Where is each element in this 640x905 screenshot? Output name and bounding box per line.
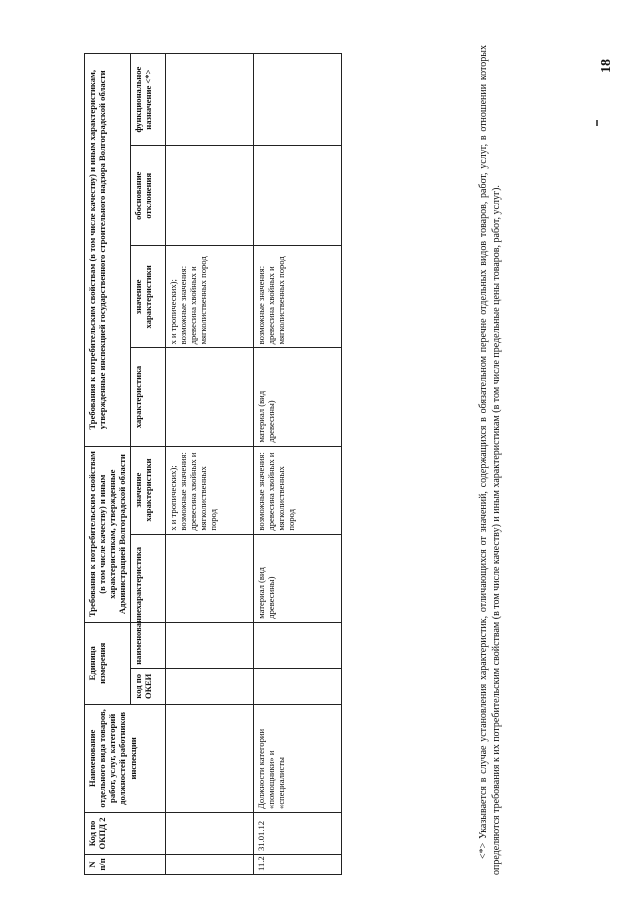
cell-admin-value: х и тропических); возможные значения: древесина хвойных и мягколиственных пород xyxy=(165,446,253,534)
cell-justification xyxy=(253,146,341,246)
cell-unit-name xyxy=(253,622,341,668)
cell-admin-value: возможные значения: древесина хвойных и мягколиственных пород xyxy=(253,446,341,534)
header-admin-requirements: Требования к потребительским свойствам (в том числе качеству) и иным характеристикам, утвержденные Администрацией Волгоградской области xyxy=(85,446,131,622)
header-justification: обоснование отклонения xyxy=(130,146,165,246)
cell-num: 11.2 xyxy=(253,854,341,874)
header-admin-characteristic: характеристика xyxy=(130,534,165,622)
cell-unit-name xyxy=(165,622,253,668)
header-inspection-value: значение характеристики xyxy=(130,246,165,348)
header-unit-name: наименование xyxy=(130,622,165,668)
cell-name xyxy=(165,704,253,812)
header-inspection-requirements: Требования к потребительским свойствам (в том числе качеству) и иным характеристикам, утвержденные инспекцией государственного строительного надзора Волгоградской области xyxy=(85,54,131,447)
cell-unit-code xyxy=(165,668,253,704)
header-num: N п/п xyxy=(85,854,166,874)
cell-name: Должности категории «помощники» и «специалисты xyxy=(253,704,341,812)
table-row xyxy=(165,54,253,875)
cell-inspection-characteristic xyxy=(165,348,253,446)
requirements-table xyxy=(84,53,342,875)
cell-inspection-value: х и тропических); возможные значения: древесина хвойных и мягколиственных пород xyxy=(165,246,253,348)
header-purpose: функциональное назначение <*> xyxy=(130,54,165,146)
header-unit-code: код по ОКЕИ xyxy=(130,668,165,704)
cell-unit-code xyxy=(253,668,341,704)
header-okpd: Код по ОКПД 2 xyxy=(85,812,166,854)
header-inspection-characteristic: характеристика xyxy=(130,348,165,446)
cell-okpd xyxy=(165,812,253,854)
cell-inspection-characteristic: материал (вид древесины) xyxy=(253,348,341,446)
table-row xyxy=(253,54,341,875)
header-row-1 xyxy=(85,54,131,875)
cell-inspection-value: возможные значения: древесина хвойных и мягколиственных пород xyxy=(253,246,341,348)
header-name: Наименование отдельного вида товаров, работ, услуг, категорий должностей работников инспекции xyxy=(85,704,166,812)
cell-purpose xyxy=(165,54,253,146)
cell-justification xyxy=(165,146,253,246)
cell-purpose xyxy=(253,54,341,146)
cell-okpd: 31.01.12 xyxy=(253,812,341,854)
footnote: <*> Указывается в случае установления характеристик, отличающихся от значений, содержащихся в обязательном перечне отдельных видов товаров, работ, услуг, в отношении которых определяются требования к их потребительским свойствам (в том числе качеству) и иным характеристикам (в том числе предельные цены товаров, работ, услуг). xyxy=(478,45,502,875)
cell-num xyxy=(165,854,253,874)
cell-admin-characteristic xyxy=(165,534,253,622)
header-admin-value: значение характеристики xyxy=(130,446,165,534)
page-number: 18 xyxy=(599,59,614,73)
header-unit: Единица измерения xyxy=(85,622,131,704)
cell-admin-characteristic: материал (вид древесины) xyxy=(253,534,341,622)
